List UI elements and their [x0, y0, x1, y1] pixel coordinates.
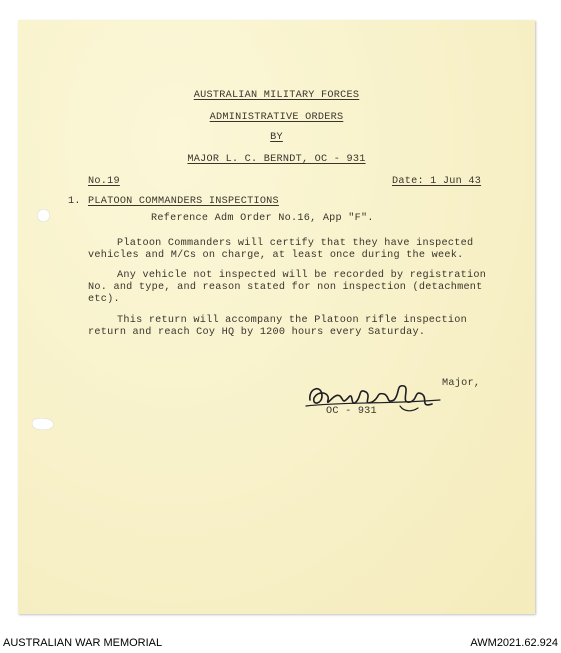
punch-hole-top — [37, 209, 50, 222]
signature-rank: Major, — [442, 378, 481, 389]
heading-line-4: MAJOR L. C. BERNDT, OC - 931 — [187, 154, 366, 165]
footer-institution: AUSTRALIAN WAR MEMORIAL — [3, 637, 163, 649]
paragraph-1-line-1: Platoon Commanders will certify that they have inspected — [117, 238, 474, 249]
signature-unit: OC - 931 — [326, 406, 377, 417]
item-title: PLATOON COMMANDERS INSPECTIONS — [88, 196, 279, 207]
signature-block — [300, 378, 481, 423]
item-number: 1. — [68, 196, 81, 207]
paragraph-2-line-1: Any vehicle not inspected will be recorded by registration — [117, 270, 487, 281]
document-page — [18, 20, 535, 614]
footer-accession-number: AWM2021.62.924 — [470, 637, 558, 649]
paragraph-3-line-1: This return will accompany the Platoon rifle inspection — [117, 315, 467, 326]
paragraph-3-line-2: return and reach Coy HQ by 1200 hours every Saturday. — [88, 327, 426, 338]
punch-hole-torn — [32, 418, 54, 430]
paragraph-1-line-2: vehicles and M/Cs on charge, at least once during the week. — [88, 250, 464, 261]
reference-line: Reference Adm Order No.16, App "F". — [151, 213, 374, 224]
paragraph-2-line-3: etc). — [88, 294, 120, 305]
heading-line-1: AUSTRALIAN MILITARY FORCES — [193, 90, 360, 101]
heading-line-3: BY — [270, 132, 283, 143]
order-number: No.19 — [88, 176, 120, 187]
paragraph-2-line-2: No. and type, and reason stated for non inspection (detachment — [88, 282, 483, 293]
order-date: Date: 1 Jun 43 — [392, 176, 482, 187]
heading-line-2: ADMINISTRATIVE ORDERS — [209, 112, 344, 123]
